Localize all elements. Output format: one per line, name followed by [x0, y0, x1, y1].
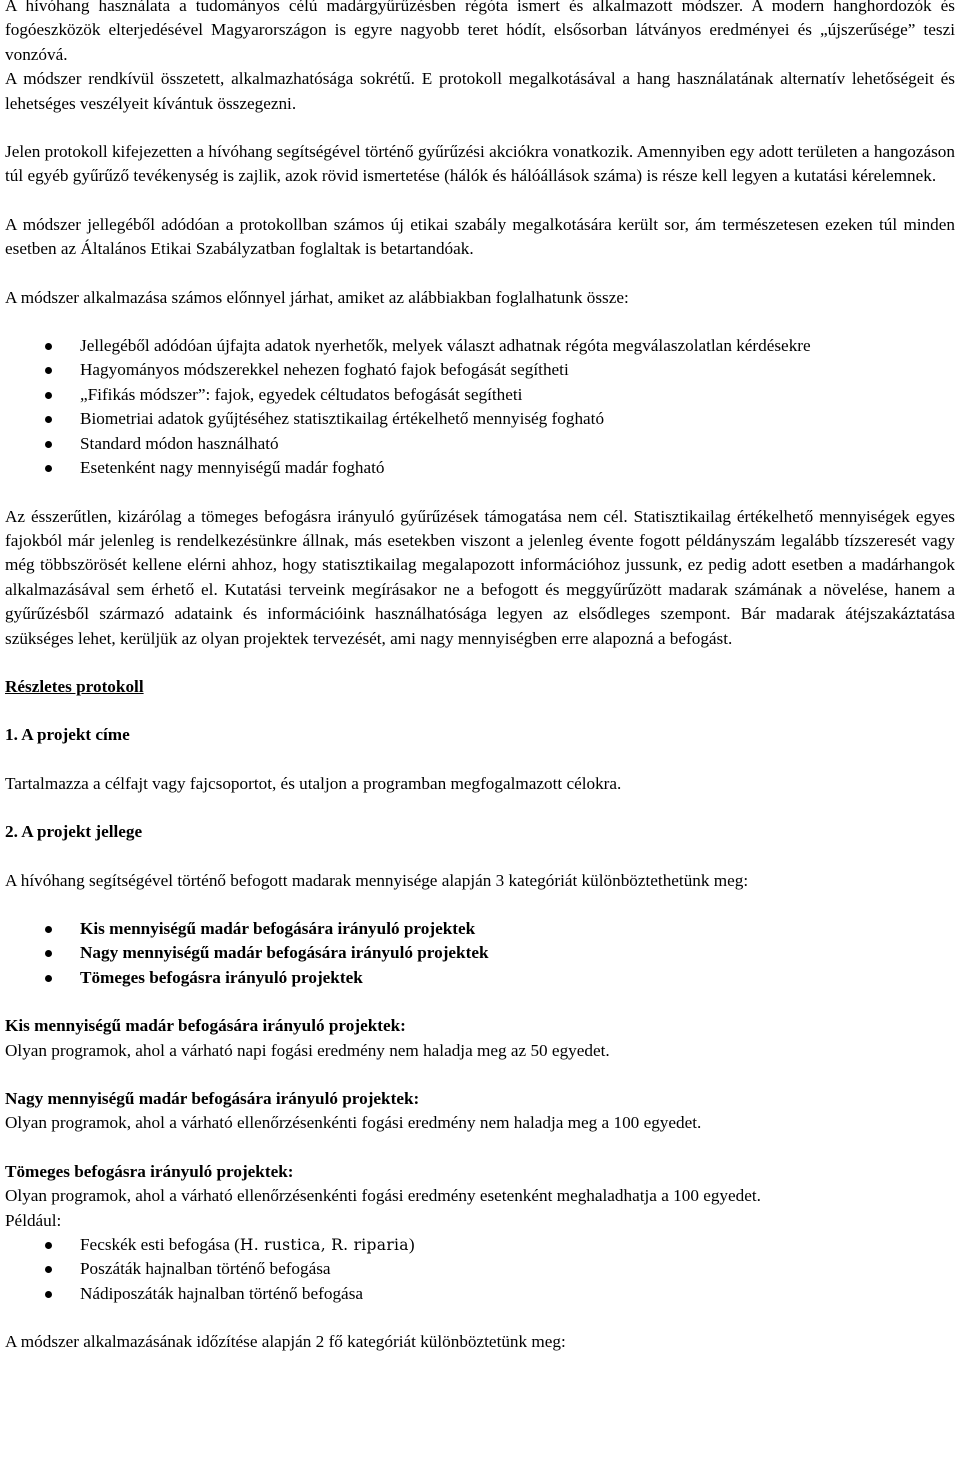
section-1-heading: 1. A projekt címe: [5, 725, 130, 745]
final-line: A módszer alkalmazásának időzítése alapján 2 fő kategóriát különböztetünk meg:: [5, 1332, 566, 1352]
bullet-icon: [45, 441, 52, 448]
document-page: [5, 0, 955, 1355]
list-item: Standard módon használható: [5, 432, 955, 456]
list-item: Poszáták hajnalban történő befogása: [5, 1257, 955, 1281]
category-large-text: Olyan programok, ahol a várható ellenőrzésenkénti fogási eredmény nem haladja meg a 100 egyedet.: [5, 1113, 702, 1133]
bullet-icon: [45, 367, 52, 374]
bullet-icon: [45, 926, 52, 933]
list-item: Esetenként nagy mennyiségű madár fogható: [5, 456, 955, 480]
intro-paragraph-4: A módszer jellegéből adódóan a protokollban számos új etikai szabály megalkotására került sor, ám természetesen ezeken túl minden esetben az Általános Etikai Szabályzatban foglaltak is betartandóak.: [5, 214, 955, 259]
intro-paragraph-5: A módszer alkalmazása számos előnnyel járhat, amiket az alábbiakban foglalhatunk össze:: [5, 287, 629, 307]
paragraph-6: Az ésszerűtlen, kizárólag a tömeges befogásra irányuló gyűrűzések támogatása nem cél. Statisztikailag értékelhető mennyiségek egyes fajokból már jelenleg is rendelkezésünkre állnak, más esetekben viszont a jelenleg évente fogott példányszám legalább tízszeresét vagy még többszörösét kellene elérni ahhoz, hogy statisztikailag megalapozott információhoz jussunk, ez pedig adott esetben a madárhangok alkalmazásával sem érhető el. Kutatási terveink megírásakor ne a befogott és meggyűrűzött madarak számának a növelése, hanem a gyűrűzésből származó adataink és információink használhatósága legyen az elsődleges szempont. Bár madarak átéjszakáztatása szükséges lehet, kerüljük az olyan projektek tervezését, ami nagy mennyiségben erre alapozná a befogást.: [5, 506, 955, 648]
bullet-icon: [45, 1266, 52, 1273]
latin-species-names: H. rustica, R. riparia: [239, 1236, 409, 1255]
bullet-icon: [45, 1242, 52, 1249]
bullet-icon: [45, 950, 52, 957]
category-small-title: Kis mennyiségű madár befogására irányuló projektek:: [5, 1016, 406, 1036]
bullet-icon: [45, 975, 52, 982]
bullet-icon: [45, 1291, 52, 1298]
list-item: Biometriai adatok gyűjtéséhez statisztikailag értékelhető mennyiség fogható: [5, 407, 955, 431]
category-large-title: Nagy mennyiségű madár befogására irányuló projektek:: [5, 1089, 420, 1108]
bullet-icon: [45, 416, 52, 423]
category-list: [5, 917, 955, 990]
bullet-icon: [45, 343, 52, 350]
bullet-icon: [45, 465, 52, 472]
list-item: Fecskék esti befogása (H. rustica, R. riparia): [5, 1233, 955, 1257]
list-item: Tömeges befogásra irányuló projektek: [5, 966, 955, 990]
advantages-list: [5, 334, 955, 480]
list-item: Kis mennyiségű madár befogására irányuló projektek: [5, 917, 955, 941]
examples-label: Például:: [5, 1210, 62, 1230]
examples-list: [5, 1233, 955, 1306]
section-2-heading: 2. A projekt jellege: [5, 822, 143, 842]
list-item: Nádiposzáták hajnalban történő befogása: [5, 1282, 955, 1306]
list-item: Hagyományos módszerekkel nehezen fogható fajok befogását segítheti: [5, 358, 955, 382]
section-2-text: A hívóhang segítségével történő befogott madarak mennyisége alapján 3 kategóriát különböztethetünk meg:: [5, 870, 749, 890]
intro-paragraph-3: Jelen protokoll kifejezetten a hívóhang segítségével történő gyűrűzési akciókra vonatkozik. Amennyiben egy adott területen a hangozáson túl egyéb gyűrűző tevékenység is zajlik, azok rövid ismertetése (hálók és hálóállások száma) is része kell legyen a kutatási kérelemnek.: [5, 142, 955, 186]
list-item: Nagy mennyiségű madár befogására irányuló projektek: [5, 941, 955, 965]
category-mass-text: Olyan programok, ahol a várható ellenőrzésenkénti fogási eredmény esetenként meghaladhatja a 100 egyedet.: [5, 1186, 761, 1206]
category-small-text: Olyan programok, ahol a várható napi fogási eredmény nem haladja meg az 50 egyedet.: [5, 1040, 610, 1060]
list-item: Jellegéből adódóan újfajta adatok nyerhetők, melyek választ adhatnak régóta megválaszolatlan kérdésekre: [5, 334, 955, 358]
intro-paragraph-2: A módszer rendkívül összetett, alkalmazhatósága sokrétű. E protokoll megalkotásával a hang használatának alternatív lehetőségeit és lehetséges veszélyeit kívántuk összegezni.: [5, 69, 955, 113]
intro-paragraph-1: A hívóhang használata a tudományos célú madárgyűrűzésben régóta ismert és alkalmazott módszer. A modern hanghordozók és fogóeszközök elterjedésével Magyarországon is egyre nagyobb teret hódít, elsősorban látványos eredményei és „újszerűsége” teszi vonzóvá.: [5, 0, 955, 64]
category-mass-title: Tömeges befogásra irányuló projektek:: [5, 1161, 294, 1181]
section-1-text: Tartalmazza a célfajt vagy fajcsoportot, és utaljon a programban megfogalmazott célokra.: [5, 773, 622, 793]
section-heading: Részletes protokoll: [5, 676, 144, 696]
bullet-icon: [45, 392, 52, 399]
list-item: „Fifikás módszer”: fajok, egyedek céltudatos befogását segítheti: [5, 383, 955, 407]
